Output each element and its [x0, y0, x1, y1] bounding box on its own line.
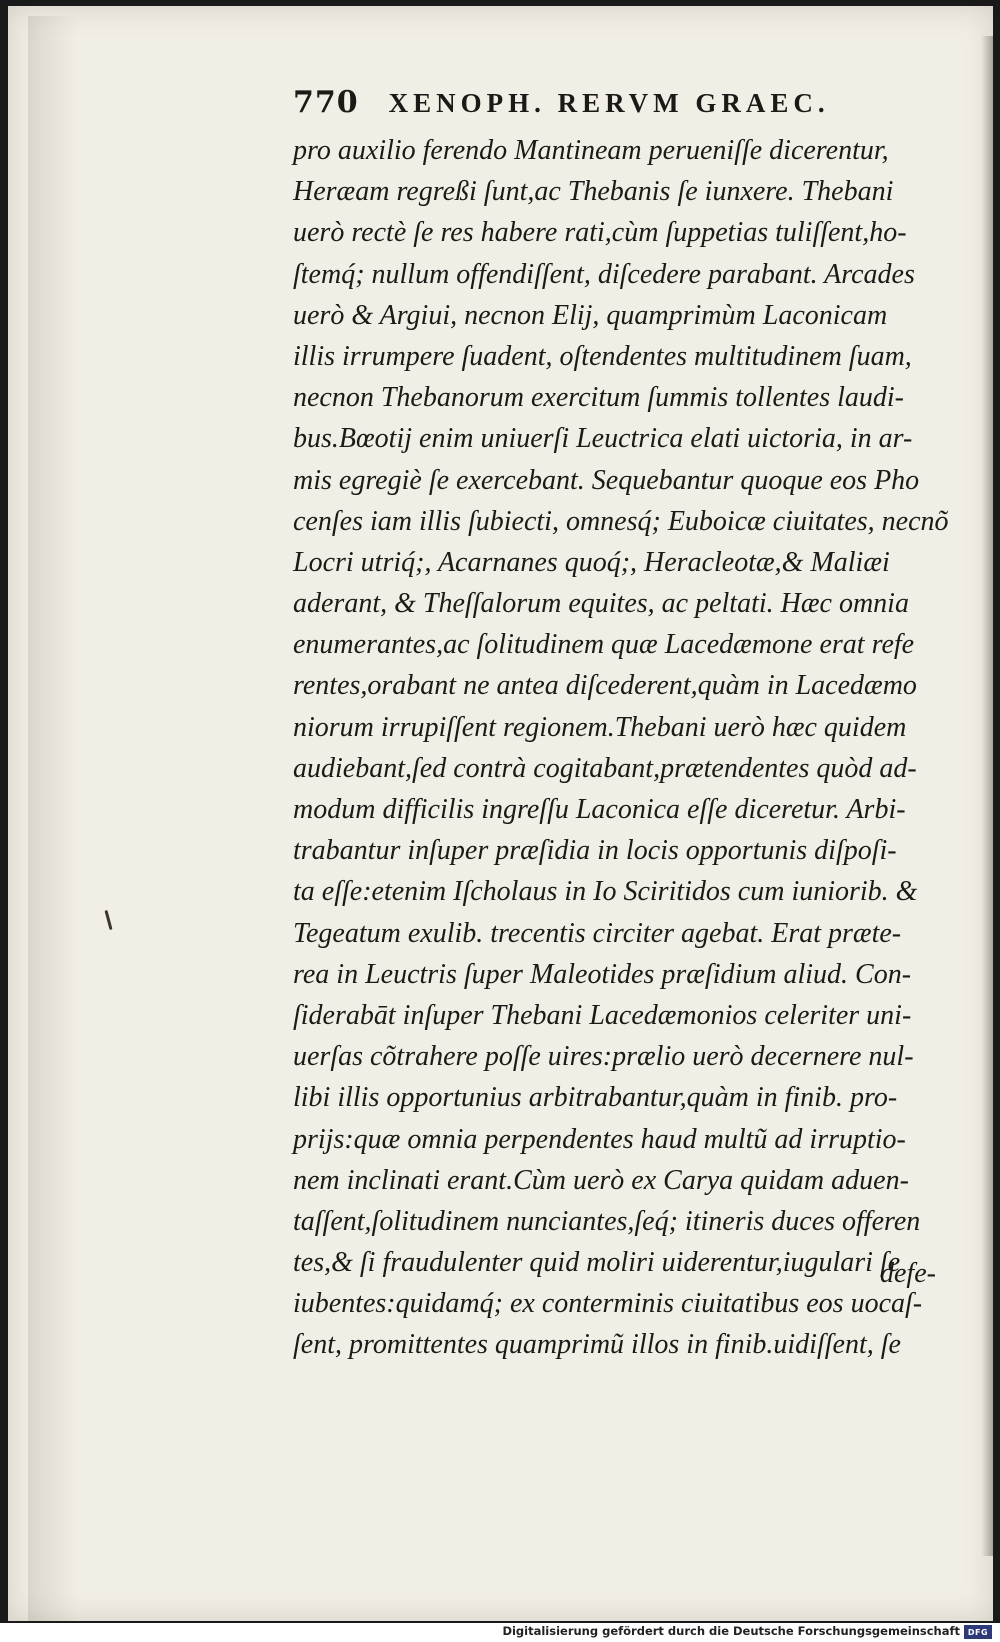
page-edge-shadow — [981, 36, 993, 1556]
text-line: Locri utriq́;, Acarnanes quoq́;, Heracleotæ,& Maliæi — [293, 546, 890, 578]
text-line: modum difficilis ingreſſu Laconica eſſe diceretur. Arbi- — [293, 794, 906, 825]
text-line: iubentes:quidamq́; ex conterminis ciuitatibus eos uocaſ- — [293, 1288, 923, 1320]
text-line: trabantur inſuper præſidia in locis opportunis diſpoſi- — [293, 835, 897, 867]
text-line: cenſes iam illis ſubiecti, omnesq́; Euboicæ ciuitates, necnõ — [293, 505, 949, 537]
text-line: aderant, & Theſſalorum equites, ac peltati. Hæc omnia — [293, 588, 909, 620]
body-text — [293, 130, 953, 1366]
text-line: taſſent,ſolitudinem nunciantes,ſeq́; itineris duces offeren — [293, 1205, 921, 1237]
page-gutter-shadow — [28, 16, 78, 1621]
page-number: 770 — [293, 85, 359, 120]
text-line: ſiderabāt inſuper Thebani Lacedæmonios celeriter uni- — [293, 999, 912, 1031]
text-line: uerò & Argiui, necnon Elij, quamprimùm Laconicam — [293, 299, 888, 331]
text-line: ta eſſe:etenim Iſcholaus in Io Sciritidos cum iuniorib. & — [293, 876, 918, 908]
text-line: pro auxilio ferendo Mantineam perueniſſe dicerentur, — [293, 135, 889, 166]
footer-credit: Digitalisierung gefördert durch die Deutsche Forschungsgemeinschaft — [502, 1624, 960, 1638]
footer-bar — [0, 1623, 1000, 1642]
running-head: XENOPH. RERVM GRAEC. — [388, 88, 830, 118]
text-line: bus.Bœotij enim uniuerſi Leuctrica elati uictoria, in ar- — [293, 423, 913, 455]
catchword: defe- — [880, 1258, 936, 1289]
text-line: nem inclinati erant.Cùm uerò ex Carya quidam aduen- — [293, 1164, 909, 1196]
page-header — [293, 85, 883, 125]
text-line: rentes,orabant ne antea diſcederent,quàm in Lacedæmo — [293, 670, 917, 702]
text-line: uerſas cõtrahere poſſe uires:prælio uerò decernere nul- — [293, 1041, 914, 1073]
text-line: niorum irrupiſſent regionem.Thebani uerò hæc quidem — [293, 711, 907, 743]
text-line: libi illis opportunius arbitrabantur,quàm in finib. pro- — [293, 1082, 898, 1114]
dfg-logo-icon: DFG — [964, 1625, 992, 1639]
text-line: necnon Thebanorum exercitum ſummis tollentes laudi- — [293, 382, 904, 414]
text-line: prijs:quæ omnia perpendentes haud multũ ad irruptio- — [293, 1123, 906, 1155]
text-line: rea in Leuctris ſuper Maleotides præſidium aliud. Con- — [293, 958, 912, 990]
text-line: Heræam regreßi ſunt,ac Thebanis ſe iunxere. Thebani — [293, 176, 894, 208]
text-line: Tegeatum exulib. trecentis circiter agebat. Erat præte- — [293, 917, 902, 949]
text-line: illis irrumpere ſuadent, oſtendentes multitudinem ſuam, — [293, 340, 912, 372]
text-line: ſent, promittentes quamprimũ illos in finib.uidiſſent, ſe — [293, 1329, 901, 1361]
text-line: ſtemq́; nullum offendiſſent, diſcedere parabant. Arcades — [293, 258, 915, 290]
text-line: tes,& ſi fraudulenter quid moliri uiderentur,iugulari ſe — [293, 1247, 901, 1279]
text-line: enumerantes,ac ſolitudinem quæ Lacedæmone erat refe — [293, 629, 915, 661]
text-line: mis egregiè ſe exercebant. Sequebantur quoque eos Pho — [293, 464, 920, 496]
text-line: audiebant,ſed contrà cogitabant,prætendentes quòd ad- — [293, 752, 917, 784]
text-line: uerò rectè ſe res habere rati,cùm ſuppetias tuliſſent,ho- — [293, 217, 907, 249]
